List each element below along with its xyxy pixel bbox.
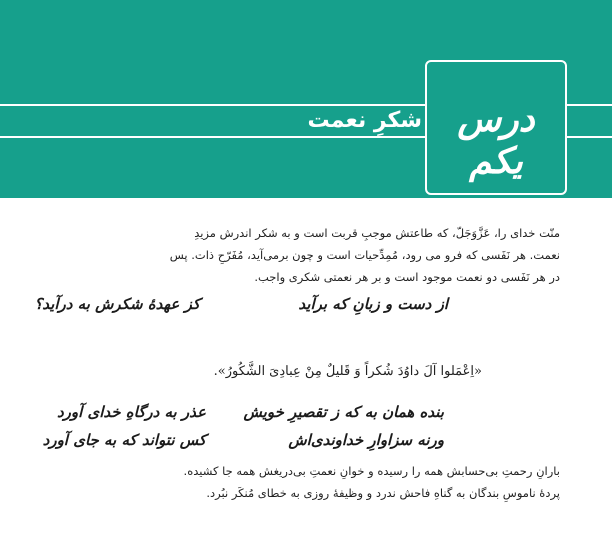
intro-line-2: نعمت. هر نَفَسی که فرو می رود، مُمِدِّحیات است و چون برمی‌آید، مُفَرّحِ ذات. پس — [169, 248, 560, 262]
intro-line-3: در هر نَفَسی دو نعمت موجود است و بر هر نعمتی شکری واجب. — [254, 270, 560, 284]
intro-line-1: منّت خدای را، عَزَّوَجَلّ، که طاعتش موجبِ قربت است و به شکر اندرش مزیدِ — [194, 226, 560, 240]
verse2-right-hemistich: بنده همان به که ز تقصیرِ خویش — [243, 403, 444, 421]
lesson-number-label: درس یکم — [457, 98, 535, 182]
arabic-quote: «اِعْمَلوا آلَ داوُدَ شُکراً وَ قَلیلٌ مِنْ عِبادِیَ الشَّکُورُ». — [213, 364, 482, 379]
lesson-title: شکرِ نعمت — [307, 108, 422, 133]
intro-paragraph — [60, 222, 560, 288]
closing-paragraph — [60, 460, 560, 504]
verse3-right-hemistich: ورنه سزاوارِ خداوندی‌اش — [288, 431, 444, 449]
lesson-number-box — [425, 60, 567, 195]
closing-line-1: بارانِ رحمتِ بی‌حسابش همه را رسیده و خوانِ نعمتِ بی‌دریغش همه جا کشیده. — [183, 464, 560, 478]
verse2-left-hemistich: عذر به درگاهِ خدای آورد — [56, 403, 206, 421]
closing-line-2: پردهٔ ناموسِ بندگان به گناهِ فاحش ندرد و وظیفهٔ روزی به خطای مُنکَر نبُرد. — [206, 486, 560, 500]
verse3-left-hemistich: کس نتواند که به جای آورد — [42, 431, 206, 449]
header-banner — [0, 0, 612, 198]
verse1-right-hemistich: از دست و زبانِ که برآید — [298, 295, 448, 313]
verse1-left-hemistich: کز عهدهٔ شکرش به درآید؟ — [34, 295, 200, 313]
